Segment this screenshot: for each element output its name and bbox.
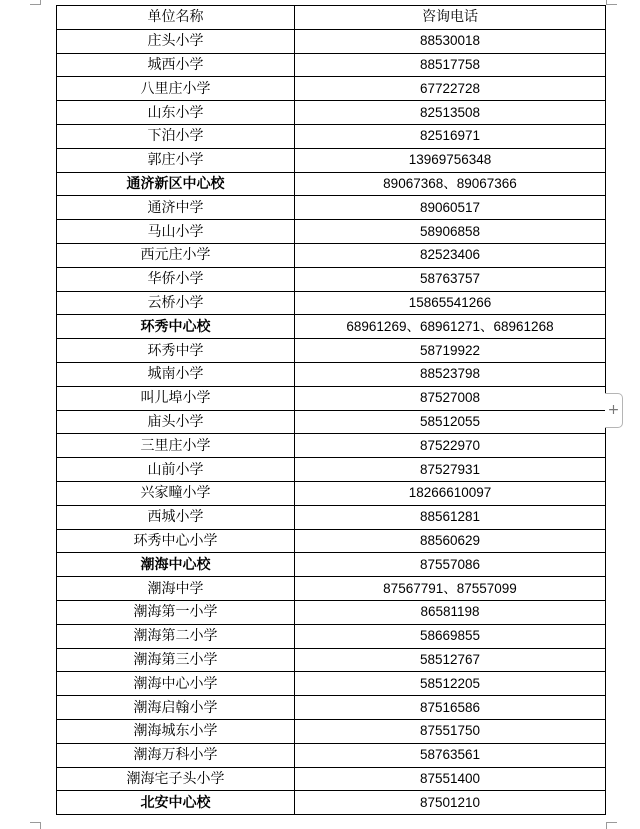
table-row xyxy=(57,672,606,696)
phone-cell[interactable]: 58669855 xyxy=(295,624,606,648)
unit-name-cell[interactable]: 北安中心校 xyxy=(57,791,295,815)
phone-cell[interactable]: 58763757 xyxy=(295,267,606,291)
table-row xyxy=(57,743,606,767)
table-row xyxy=(57,577,606,601)
table-row xyxy=(57,339,606,363)
unit-name-cell[interactable]: 潮海宅子头小学 xyxy=(57,767,295,791)
table-row xyxy=(57,434,606,458)
table-row xyxy=(57,481,606,505)
phone-cell[interactable]: 68961269、68961271、68961268 xyxy=(295,315,606,339)
unit-name-cell[interactable]: 通济中学 xyxy=(57,196,295,220)
unit-name-cell[interactable]: 八里庄小学 xyxy=(57,77,295,101)
table-row xyxy=(57,243,606,267)
table-row xyxy=(57,624,606,648)
table-row xyxy=(57,719,606,743)
table-row xyxy=(57,148,606,172)
page-corner-mark-top-left xyxy=(30,0,41,5)
unit-name-cell[interactable]: 云桥小学 xyxy=(57,291,295,315)
page-corner-mark-bottom-left xyxy=(30,822,41,829)
phone-cell[interactable]: 58512767 xyxy=(295,648,606,672)
unit-name-cell[interactable]: 潮海中学 xyxy=(57,577,295,601)
phone-cell[interactable]: 87567791、87557099 xyxy=(295,577,606,601)
unit-name-cell[interactable]: 马山小学 xyxy=(57,220,295,244)
unit-name-cell[interactable]: 潮海启翰小学 xyxy=(57,696,295,720)
unit-name-cell[interactable]: 潮海第二小学 xyxy=(57,624,295,648)
table-row xyxy=(57,315,606,339)
header-phone[interactable]: 咨询电话 xyxy=(295,6,606,30)
unit-name-cell[interactable]: 潮海中心校 xyxy=(57,553,295,577)
unit-name-cell[interactable]: 城西小学 xyxy=(57,53,295,77)
table-row xyxy=(57,529,606,553)
table-row xyxy=(57,196,606,220)
phone-cell[interactable]: 88560629 xyxy=(295,529,606,553)
unit-name-cell[interactable]: 兴家疃小学 xyxy=(57,481,295,505)
phone-cell[interactable]: 87527931 xyxy=(295,458,606,482)
table-row xyxy=(57,124,606,148)
phone-cell[interactable]: 58512205 xyxy=(295,672,606,696)
unit-name-cell[interactable]: 西元庄小学 xyxy=(57,243,295,267)
unit-name-cell[interactable]: 庙头小学 xyxy=(57,410,295,434)
phone-cell[interactable]: 15865541266 xyxy=(295,291,606,315)
phone-cell[interactable]: 13969756348 xyxy=(295,148,606,172)
phone-cell[interactable]: 88530018 xyxy=(295,29,606,53)
table-row xyxy=(57,101,606,125)
unit-name-cell[interactable]: 潮海城东小学 xyxy=(57,719,295,743)
phone-cell[interactable]: 82513508 xyxy=(295,101,606,125)
phone-cell[interactable]: 87551400 xyxy=(295,767,606,791)
unit-name-cell[interactable]: 环秀中心校 xyxy=(57,315,295,339)
table-row xyxy=(57,791,606,815)
table-row xyxy=(57,53,606,77)
table-row xyxy=(57,220,606,244)
phone-cell[interactable]: 67722728 xyxy=(295,77,606,101)
table-row xyxy=(57,600,606,624)
table-row xyxy=(57,172,606,196)
phone-cell[interactable]: 58906858 xyxy=(295,220,606,244)
unit-name-cell[interactable]: 西城小学 xyxy=(57,505,295,529)
school-contact-table xyxy=(56,5,606,815)
table-row xyxy=(57,386,606,410)
phone-cell[interactable]: 89067368、89067366 xyxy=(295,172,606,196)
page-corner-mark-top-right xyxy=(606,0,617,5)
unit-name-cell[interactable]: 叫儿埠小学 xyxy=(57,386,295,410)
table-row xyxy=(57,553,606,577)
phone-cell[interactable]: 18266610097 xyxy=(295,481,606,505)
table-row xyxy=(57,77,606,101)
unit-name-cell[interactable]: 环秀中心小学 xyxy=(57,529,295,553)
unit-name-cell[interactable]: 山前小学 xyxy=(57,458,295,482)
phone-cell[interactable]: 88523798 xyxy=(295,362,606,386)
unit-name-cell[interactable]: 通济新区中心校 xyxy=(57,172,295,196)
unit-name-cell[interactable]: 庄头小学 xyxy=(57,29,295,53)
phone-cell[interactable]: 87522970 xyxy=(295,434,606,458)
table-row xyxy=(57,29,606,53)
phone-cell[interactable]: 87557086 xyxy=(295,553,606,577)
table-row xyxy=(57,767,606,791)
page-corner-mark-bottom-right xyxy=(606,822,617,829)
add-column-button[interactable]: + xyxy=(605,393,623,428)
phone-cell[interactable]: 87551750 xyxy=(295,719,606,743)
phone-cell[interactable]: 88517758 xyxy=(295,53,606,77)
unit-name-cell[interactable]: 潮海第一小学 xyxy=(57,600,295,624)
table-row xyxy=(57,458,606,482)
phone-cell[interactable]: 86581198 xyxy=(295,600,606,624)
table-row xyxy=(57,505,606,529)
phone-cell[interactable]: 89060517 xyxy=(295,196,606,220)
unit-name-cell[interactable]: 下泊小学 xyxy=(57,124,295,148)
table-header-row xyxy=(57,6,606,30)
unit-name-cell[interactable]: 郭庄小学 xyxy=(57,148,295,172)
unit-name-cell[interactable]: 潮海万科小学 xyxy=(57,743,295,767)
unit-name-cell[interactable]: 三里庄小学 xyxy=(57,434,295,458)
table-row xyxy=(57,410,606,434)
unit-name-cell[interactable]: 环秀中学 xyxy=(57,339,295,363)
phone-cell[interactable]: 87516586 xyxy=(295,696,606,720)
phone-cell[interactable]: 58512055 xyxy=(295,410,606,434)
phone-cell[interactable]: 82516971 xyxy=(295,124,606,148)
unit-name-cell[interactable]: 城南小学 xyxy=(57,362,295,386)
unit-name-cell[interactable]: 潮海中心小学 xyxy=(57,672,295,696)
phone-cell[interactable]: 88561281 xyxy=(295,505,606,529)
unit-name-cell[interactable]: 华侨小学 xyxy=(57,267,295,291)
phone-cell[interactable]: 58763561 xyxy=(295,743,606,767)
phone-cell[interactable]: 58719922 xyxy=(295,339,606,363)
phone-cell[interactable]: 87501210 xyxy=(295,791,606,815)
table-row xyxy=(57,648,606,672)
phone-cell[interactable]: 82523406 xyxy=(295,243,606,267)
table-row xyxy=(57,362,606,386)
unit-name-cell[interactable]: 山东小学 xyxy=(57,101,295,125)
table-row xyxy=(57,291,606,315)
table-row xyxy=(57,696,606,720)
table-row xyxy=(57,267,606,291)
phone-cell[interactable]: 87527008 xyxy=(295,386,606,410)
unit-name-cell[interactable]: 潮海第三小学 xyxy=(57,648,295,672)
header-unit-name[interactable]: 单位名称 xyxy=(57,6,295,30)
